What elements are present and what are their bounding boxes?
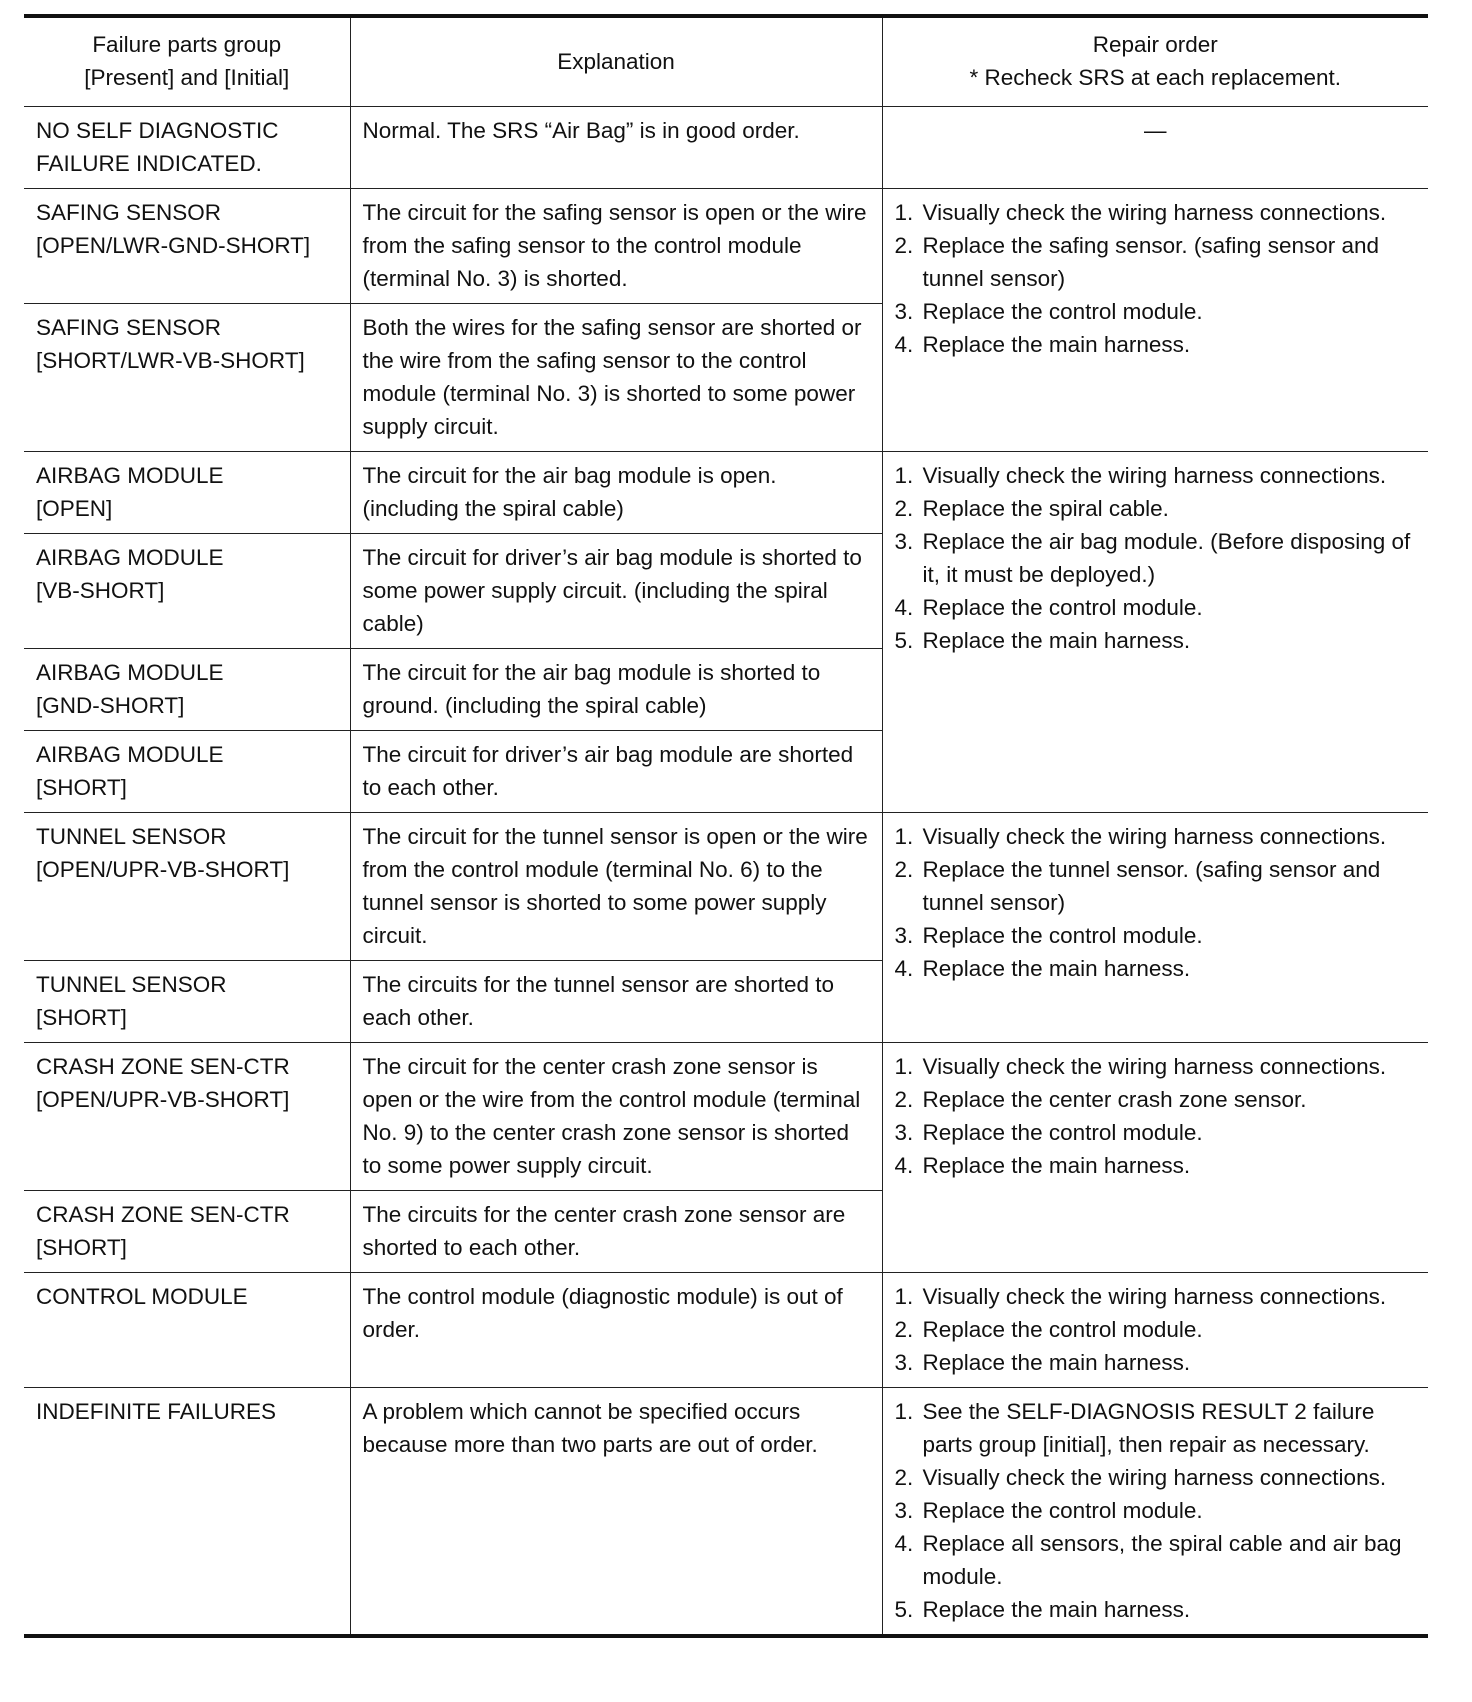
step-text: Visually check the wiring harness connections. — [922, 824, 1387, 849]
repair-list — [895, 1280, 1417, 1379]
failure-part-cell — [24, 304, 350, 452]
repair-step — [895, 624, 1417, 657]
repair-step — [895, 1395, 1417, 1461]
step-text: Replace the control module. — [922, 595, 1203, 620]
failure-part-cell — [24, 534, 350, 649]
table-row — [24, 1043, 1428, 1191]
repair-step — [895, 919, 1417, 952]
failure-part-cell — [24, 961, 350, 1043]
failure-part-cell — [24, 1388, 350, 1637]
header-repair-line-1: Repair order — [1092, 32, 1218, 57]
repair-cell-safing — [882, 189, 1428, 452]
repair-step — [895, 525, 1417, 591]
failure-part-cell — [24, 1043, 350, 1191]
repair-cell-control — [882, 1273, 1428, 1388]
step-text: Replace the main harness. — [922, 1153, 1191, 1178]
table-row — [24, 189, 1428, 304]
failure-part-cell — [24, 649, 350, 731]
part-status: [SHORT/LWR-VB-SHORT] — [36, 348, 305, 373]
part-status: [OPEN/UPR-VB-SHORT] — [36, 1087, 290, 1112]
step-number: 2. — [894, 1465, 914, 1490]
part-status: [OPEN] — [36, 496, 113, 521]
step-number: 1. — [894, 1284, 914, 1309]
step-text: Replace the control module. — [922, 923, 1203, 948]
step-text: Replace the air bag module. (Before disposing of it, it must be deployed.) — [922, 529, 1411, 587]
explanation-cell: The circuit for driver’s air bag module are shorted to each other. — [350, 731, 882, 813]
step-text: Visually check the wiring harness connections. — [922, 1054, 1387, 1079]
repair-step — [895, 853, 1417, 919]
failure-part-cell — [24, 813, 350, 961]
part-name: AIRBAG MODULE — [36, 742, 224, 767]
part-status: [SHORT] — [36, 775, 127, 800]
part-name: AIRBAG MODULE — [36, 463, 224, 488]
step-number: 5. — [894, 1597, 914, 1622]
step-text: Visually check the wiring harness connections. — [922, 1465, 1387, 1490]
header-repair-order — [882, 16, 1428, 107]
step-number: 4. — [894, 1153, 914, 1178]
step-text: Replace the main harness. — [922, 956, 1191, 981]
step-number: 3. — [894, 1350, 914, 1375]
step-number: 5. — [894, 628, 914, 653]
step-number: 4. — [894, 956, 914, 981]
repair-step — [895, 1527, 1417, 1593]
repair-step — [895, 1149, 1417, 1182]
part-status: [OPEN/LWR-GND-SHORT] — [36, 233, 311, 258]
repair-step — [895, 1346, 1417, 1379]
step-text: Replace the control module. — [922, 1120, 1203, 1145]
step-text: Replace the main harness. — [922, 628, 1191, 653]
part-status: [GND-SHORT] — [36, 693, 185, 718]
step-number: 3. — [894, 1498, 914, 1523]
step-text: Replace the center crash zone sensor. — [922, 1087, 1307, 1112]
table-row — [24, 813, 1428, 961]
repair-step — [895, 492, 1417, 525]
repair-step — [895, 1313, 1417, 1346]
repair-step — [895, 952, 1417, 985]
failure-part-cell — [24, 1273, 350, 1388]
explanation-cell: The circuit for the air bag module is open. (including the spiral cable) — [350, 452, 882, 534]
step-text: Replace the tunnel sensor. (safing sensor and tunnel sensor) — [922, 857, 1381, 915]
step-text: Visually check the wiring harness connections. — [922, 463, 1387, 488]
explanation-cell: The circuit for the tunnel sensor is open or the wire from the control module (terminal No. 6) to the tunnel sensor is shorted to some power supply circuit. — [350, 813, 882, 961]
step-text: Visually check the wiring harness connections. — [922, 1284, 1387, 1309]
header-parts-line-2: [Present] and [Initial] — [84, 65, 290, 90]
failure-part-cell — [24, 452, 350, 534]
explanation-cell: The circuits for the tunnel sensor are shorted to each other. — [350, 961, 882, 1043]
repair-step — [895, 1280, 1417, 1313]
step-text: Replace all sensors, the spiral cable and air bag module. — [922, 1531, 1402, 1589]
step-number: 3. — [894, 299, 914, 324]
explanation-cell: The circuit for driver’s air bag module is shorted to some power supply circuit. (including the spiral cable) — [350, 534, 882, 649]
part-status: [SHORT] — [36, 1005, 127, 1030]
explanation-cell: The circuit for the air bag module is shorted to ground. (including the spiral cable) — [350, 649, 882, 731]
explanation-cell: The control module (diagnostic module) is out of order. — [350, 1273, 882, 1388]
repair-cell-tunnel — [882, 813, 1428, 1043]
repair-step — [895, 1050, 1417, 1083]
part-status: [OPEN/UPR-VB-SHORT] — [36, 857, 290, 882]
failure-part-cell — [24, 1191, 350, 1273]
table-row — [24, 452, 1428, 534]
failure-part-cell — [24, 731, 350, 813]
repair-cell-crash — [882, 1043, 1428, 1273]
explanation-cell: The circuit for the center crash zone sensor is open or the wire from the control module (terminal No. 9) to the center crash zone sensor is shorted to some power supply circuit. — [350, 1043, 882, 1191]
table-row — [24, 107, 1428, 189]
step-number: 4. — [894, 1531, 914, 1556]
header-explanation: Explanation — [350, 16, 882, 107]
part-name: SAFING SENSOR — [36, 200, 222, 225]
repair-step — [895, 328, 1417, 361]
failure-part-cell — [24, 107, 350, 189]
step-text: Visually check the wiring harness connections. — [922, 200, 1387, 225]
step-text: See the SELF-DIAGNOSIS RESULT 2 failure parts group [initial], then repair as necessary. — [922, 1399, 1375, 1457]
header-repair-line-2: * Recheck SRS at each replacement. — [969, 65, 1341, 90]
step-number: 1. — [894, 200, 914, 225]
part-status: FAILURE INDICATED. — [36, 151, 262, 176]
step-text: Replace the control module. — [922, 1317, 1203, 1342]
step-number: 3. — [894, 1120, 914, 1145]
part-status: [SHORT] — [36, 1235, 127, 1260]
step-number: 2. — [894, 1087, 914, 1112]
repair-step — [895, 1494, 1417, 1527]
srs-failure-table — [24, 14, 1428, 1638]
repair-list — [895, 1050, 1417, 1182]
repair-step — [895, 820, 1417, 853]
repair-list — [895, 1395, 1417, 1626]
part-status: [VB-SHORT] — [36, 578, 165, 603]
repair-step — [895, 591, 1417, 624]
part-name: AIRBAG MODULE — [36, 660, 224, 685]
part-name: INDEFINITE FAILURES — [36, 1399, 277, 1424]
repair-step — [895, 1116, 1417, 1149]
repair-cell: — — [1144, 118, 1167, 143]
step-number: 1. — [894, 463, 914, 488]
repair-step — [895, 459, 1417, 492]
step-number: 2. — [894, 496, 914, 521]
table-row — [24, 1388, 1428, 1637]
diagnosis-table-page — [24, 14, 1428, 1638]
explanation-cell: Both the wires for the safing sensor are shorted or the wire from the safing sensor to the control module (terminal No. 3) is shorted to some power supply circuit. — [350, 304, 882, 452]
repair-step — [895, 196, 1417, 229]
repair-list — [895, 820, 1417, 985]
repair-step — [895, 1083, 1417, 1116]
repair-step — [895, 1461, 1417, 1494]
part-name: AIRBAG MODULE — [36, 545, 224, 570]
part-name: CONTROL MODULE — [36, 1284, 248, 1309]
step-number: 2. — [894, 857, 914, 882]
part-name: CRASH ZONE SEN-CTR — [36, 1054, 290, 1079]
step-number: 4. — [894, 332, 914, 357]
repair-list — [895, 459, 1417, 657]
repair-step — [895, 229, 1417, 295]
step-text: Replace the main harness. — [922, 1350, 1191, 1375]
step-number: 3. — [894, 923, 914, 948]
step-number: 1. — [894, 1054, 914, 1079]
explanation-cell: Normal. The SRS “Air Bag” is in good order. — [350, 107, 882, 189]
step-text: Replace the control module. — [922, 1498, 1203, 1523]
repair-step — [895, 1593, 1417, 1626]
part-name: NO SELF DIAGNOSTIC — [36, 118, 279, 143]
step-number: 1. — [894, 824, 914, 849]
step-number: 2. — [894, 1317, 914, 1342]
table-row — [24, 1273, 1428, 1388]
step-number: 1. — [894, 1399, 914, 1424]
part-name: SAFING SENSOR — [36, 315, 222, 340]
repair-step — [895, 295, 1417, 328]
table-header-row — [24, 16, 1428, 107]
explanation-cell: The circuit for the safing sensor is open or the wire from the safing sensor to the control module (terminal No. 3) is shorted. — [350, 189, 882, 304]
part-name: TUNNEL SENSOR — [36, 824, 227, 849]
step-number: 3. — [894, 529, 914, 554]
step-text: Replace the spiral cable. — [922, 496, 1169, 521]
explanation-cell: The circuits for the center crash zone sensor are shorted to each other. — [350, 1191, 882, 1273]
failure-part-cell — [24, 189, 350, 304]
step-text: Replace the main harness. — [922, 332, 1191, 357]
part-name: CRASH ZONE SEN-CTR — [36, 1202, 290, 1227]
header-parts-line-1: Failure parts group — [92, 32, 282, 57]
repair-cell-airbag — [882, 452, 1428, 813]
header-failure-parts — [24, 16, 350, 107]
step-number: 4. — [894, 595, 914, 620]
repair-cell-indefinite — [882, 1388, 1428, 1637]
step-text: Replace the control module. — [922, 299, 1203, 324]
step-text: Replace the main harness. — [922, 1597, 1191, 1622]
part-name: TUNNEL SENSOR — [36, 972, 227, 997]
step-text: Replace the safing sensor. (safing sensor and tunnel sensor) — [922, 233, 1380, 291]
step-number: 2. — [894, 233, 914, 258]
repair-list — [895, 196, 1417, 361]
explanation-cell: A problem which cannot be specified occurs because more than two parts are out of order. — [350, 1388, 882, 1637]
